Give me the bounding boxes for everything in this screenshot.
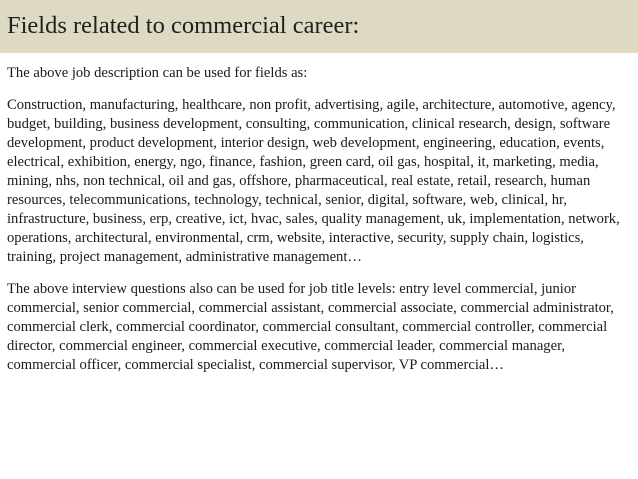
slide-content: [7, 64, 633, 375]
intro-paragraph: The above job description can be used for fields as:: [7, 65, 308, 81]
job-titles-paragraph: The above interview questions also can be used for job title levels: entry level commercial, junior commercial, senior commercial, commercial assistant, commercial associate, commercial administrator, commercial clerk, commercial coordinator, commercial consultant, commercial controller, commercial director, commercial engineer, commercial executive, commercial leader, commercial manager, commercial officer, commercial specialist, commercial supervisor, VP commercial…: [7, 281, 614, 373]
fields-paragraph: Construction, manufacturing, healthcare, non profit, advertising, agile, architecture, automotive, agency, budget, building, business development, consulting, communication, clinical research, design, software development, product development, interior design, web development, engineering, education, events, electrical, exhibition, energy, ngo, finance, fashion, green card, oil gas, hospital, it, marketing, media, mining, nhs, non technical, oil and gas, offshore, pharmaceutical, real estate, retail, research, human resources, telecommunications, technology, technical, senior, digital, software, web, clinical, hr, infrastructure, business, erp, creative, ict, hvac, sales, quality management, uk, implementation, network, operations, architectural, environmental, crm, website, interactive, security, supply chain, logistics, training, project management, administrative management…: [7, 97, 620, 265]
slide-title: Fields related to commercial career:: [7, 12, 360, 39]
title-bar: [0, 0, 638, 53]
